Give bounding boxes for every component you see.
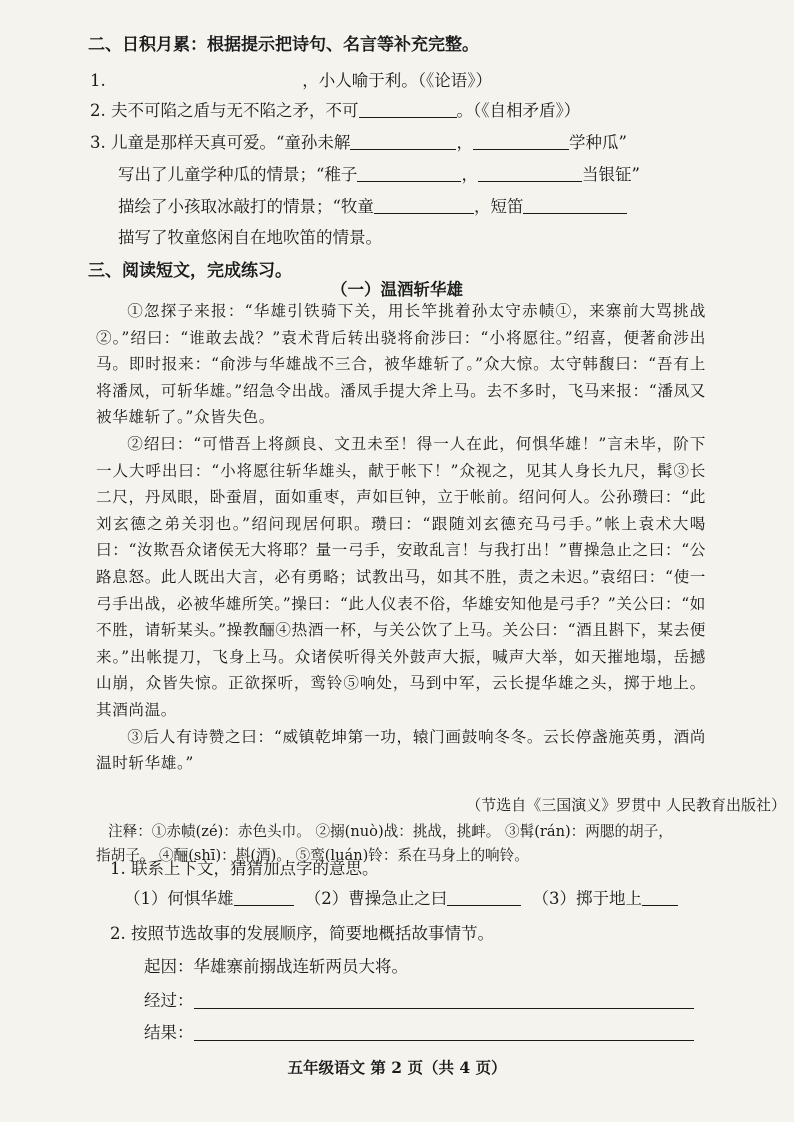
item-2: （2）曹操急止之曰 <box>304 889 448 908</box>
process-line <box>144 990 694 1012</box>
result-line <box>144 1022 694 1044</box>
q3-line1 <box>90 132 627 154</box>
section2-title: 二、日积月累：根据提示把诗句、名言等补充完整。 <box>88 35 479 55</box>
q3-blank5[interactable] <box>374 197 474 214</box>
s3-q2-number: 2. <box>110 924 126 943</box>
q3-l3-a: 描绘了小孩取冰敲打的情景；“牧童 <box>118 197 374 216</box>
q3-l1-a: 儿童是那样天真可爱。“童孙未解 <box>111 133 351 152</box>
item-2-blank[interactable] <box>447 889 521 906</box>
cause-line <box>144 956 408 978</box>
process-blank[interactable] <box>194 990 694 1009</box>
q3-blank6[interactable] <box>523 197 627 214</box>
s3-q1-text: 联系上下文，猜猜加点字的意思。 <box>131 859 379 878</box>
passage-title: （一）温酒斩华雄 <box>331 280 463 299</box>
q2-line <box>90 100 580 122</box>
q1-blank[interactable] <box>111 72 297 88</box>
cause-text: 华雄寨前搦战连斩两员大将。 <box>193 957 408 976</box>
s3-q1-number: 1. <box>110 859 126 878</box>
s3-q2-line <box>110 923 494 945</box>
cause-label: 起因： <box>144 957 194 976</box>
paragraph-2: ②绍曰：“可惜吾上将颜良、文丑未至！得一人在此，何惧华雄！”言未毕，阶下一人大呼出曰：“小将愿往斩华雄头，献于帐下！”众视之，见其人身长九尺，髯③长二尺，丹凤眼，卧蚕眉，面如重枣，声如巨钟，立于帐前。绍问何人。公孙瓒曰：“此刘玄德之弟关羽也。”绍问现居何职。瓒曰：“跟随刘玄德充马弓手。”帐上袁术大喝曰：“汝欺吾众诸侯无大将耶？量一弓手，安敢乱言！与我打出！”曹操急止之曰：“公路息怒。此人既出大言，必有勇略；试教出马，如其不胜，责之未迟。”袁绍曰：“使一弓手出战，必被华雄所笑。”操曰：“此人仪表不俗，华雄安知他是弓手？”关公曰：“如不胜，请斩某头。”操教酾④热酒一杯，与关公饮了上马。关公曰：“酒且斟下，某去便来。”出帐提刀，飞身上马。众诸侯听得关外鼓声大振，喊声大举，如天摧地塌，岳撼山崩，众皆失惊。正欲探听，鸾铃⑤响处，马到中军，云长提华雄之头，掷于地上。其酒尚温。 <box>96 434 706 719</box>
q2-number: 2. <box>90 101 106 120</box>
q3-line4: 描写了牧童悠闲自在地吹笛的情景。 <box>118 228 382 247</box>
item-1-blank[interactable] <box>234 889 294 906</box>
paragraph-1: ①忽探子来报：“华雄引铁骑下关，用长竿挑着孙太守赤帻①，来寨前大骂挑战②。”绍曰：“谁敢去战？”袁术背后转出骁将俞涉曰：“小将愿往。”绍喜，便著俞涉出马。即时报来：“俞涉与华雄战不三合，被华雄斩了。”众大惊。太守韩馥曰：“吾有上将潘凤，可斩华雄。”绍急令出战。潘凤手提大斧上马。去不多时，飞马来报：“潘凤又被华雄斩了。”众皆失色。 <box>96 302 706 427</box>
process-label: 经过： <box>144 991 194 1010</box>
q3-line2 <box>118 164 640 186</box>
q1-line <box>90 70 492 92</box>
q3-l2-a: 写出了儿童学种瓜的情景；“稚子 <box>118 165 358 184</box>
result-blank[interactable] <box>194 1022 694 1041</box>
s3-q2-text: 按照节选故事的发展顺序，简要地概括故事情节。 <box>131 924 494 943</box>
q3-l2-sep: ， <box>461 165 478 184</box>
item-3: （3）掷于地上 <box>532 889 642 908</box>
notes-line2: 指胡子。 ④酾(shī)：斟(酒)。 ⑤鸾(luán)铃：系在马身上的响铃。 <box>96 847 529 864</box>
s3-q1-items <box>124 888 678 910</box>
notes-line1: 注释：①赤帻(zé)：赤色头巾。 ②搦(nuò)战：挑战，挑衅。 ③髯(rán)：两腮的胡子， <box>108 823 673 840</box>
q3-blank1[interactable] <box>350 133 456 150</box>
q2-after: 。（《自相矛盾》） <box>456 101 581 120</box>
q3-l3-sep: ，短笛 <box>473 197 524 216</box>
q3-number: 3. <box>90 133 106 152</box>
q1-number: 1. <box>90 71 106 90</box>
result-label: 结果： <box>144 1023 194 1042</box>
q3-blank4[interactable] <box>478 165 582 182</box>
item-1: （1）何惧华雄 <box>124 889 234 908</box>
passage <box>96 298 706 777</box>
item-3-blank[interactable] <box>642 889 678 906</box>
q1-text: ，小人喻于利。（《论语》） <box>302 71 492 90</box>
section3-title: 三、阅读短文，完成练习。 <box>88 261 292 281</box>
q3-l1-sep: ， <box>456 133 473 152</box>
q3-l2-b: 当银钲” <box>581 165 640 184</box>
q3-line3 <box>118 196 627 218</box>
passage-source: （节选自《三国演义》罗贯中 人民教育出版社） <box>466 796 786 814</box>
q3-blank3[interactable] <box>357 165 461 182</box>
q3-l1-b: 学种瓜” <box>568 133 627 152</box>
q2-before: 夫不可陷之盾与无不陷之矛，不可 <box>111 101 359 120</box>
s3-q1-line <box>110 858 379 880</box>
paragraph-3: ③后人有诗赞之曰：“威镇乾坤第一功，辕门画鼓响冬冬。云长停盏施英勇，酒尚温时斩华雄。” <box>96 727 706 773</box>
q2-blank[interactable] <box>359 101 457 118</box>
page-footer: 五年级语文 第 2 页（共 4 页） <box>287 1058 507 1077</box>
q3-blank2[interactable] <box>473 133 569 150</box>
